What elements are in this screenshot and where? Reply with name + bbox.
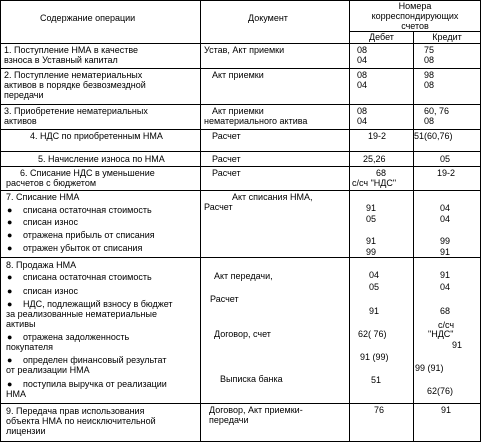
- header-debit: Дебет: [369, 32, 394, 42]
- bullet: ●: [7, 272, 13, 282]
- debit-value: 19-2: [368, 131, 387, 141]
- operation-text: передачи: [4, 90, 44, 100]
- document-text: Договор, Акт приемки-: [209, 405, 303, 415]
- document-text: Акт приемки: [212, 106, 264, 116]
- credit-value: 04: [440, 203, 451, 213]
- debit-value: с/сч "НДС": [352, 178, 397, 188]
- credit-value: 91: [440, 270, 451, 280]
- debit-value: 76: [374, 405, 385, 415]
- operation-text: активов: [4, 116, 37, 126]
- debit-value: 68: [376, 168, 387, 178]
- list-item: поступила выручка от реализации: [23, 379, 167, 389]
- row-divider: [0, 129, 480, 130]
- document-text: Расчет: [210, 294, 239, 304]
- credit-value: 19-2: [437, 168, 456, 178]
- header-operation: Содержание операции: [40, 13, 136, 23]
- list-item: НМА: [6, 389, 26, 399]
- debit-value: 05: [366, 214, 377, 224]
- bullet: ●: [7, 355, 13, 365]
- operation-text: 1. Поступление НМА в качестве: [4, 45, 139, 55]
- credit-value: "НДС": [428, 329, 454, 339]
- credit-value: 04: [440, 214, 451, 224]
- column-divider: [200, 0, 201, 442]
- bullet: ●: [7, 299, 13, 309]
- credit-value: 08: [424, 116, 435, 126]
- credit-value: 08: [424, 55, 435, 65]
- bullet: ●: [7, 217, 13, 227]
- bullet: ●: [7, 379, 13, 389]
- operation-text: объекта НМА по неисключительной: [6, 416, 156, 426]
- header-accounts: корреспондирующих: [371, 11, 459, 21]
- operation-text: активов в порядке безвозмездной: [4, 80, 146, 90]
- list-item: отражен убыток от списания: [23, 243, 143, 253]
- document-text: Расчет: [212, 168, 241, 178]
- operation-text: 9. Передача прав использования: [6, 406, 145, 416]
- list-item: списана остаточная стоимость: [23, 272, 152, 282]
- debit-value: 25,26: [363, 154, 386, 164]
- row-divider: [0, 151, 480, 152]
- debit-value: 05: [369, 282, 380, 292]
- operation-text: 2. Поступление нематериальных: [4, 70, 143, 80]
- operation-text: 6. Списание НДС в уменьшение: [20, 168, 155, 178]
- list-item: отражена задолженность: [23, 332, 130, 342]
- credit-value: 08: [424, 80, 435, 90]
- debit-value: 04: [357, 116, 368, 126]
- operation-text: взноса в Уставный капитал: [4, 55, 118, 65]
- header-accounts: Номера: [398, 1, 432, 11]
- row-divider: [0, 43, 480, 44]
- document-text: Расчет: [212, 131, 241, 141]
- row-divider: [0, 166, 480, 167]
- bullet: ●: [7, 286, 13, 296]
- debit-value: 51: [371, 375, 382, 385]
- column-divider: [0, 0, 1, 442]
- row-divider: [0, 403, 480, 404]
- debit-value: 62( 76): [358, 329, 387, 339]
- credit-value: 05: [440, 154, 451, 164]
- list-item: за реализованные нематериальные: [6, 309, 157, 319]
- header-credit: Кредит: [432, 32, 462, 42]
- column-divider: [349, 0, 350, 442]
- operation-text: 3. Приобретение нематериальных: [4, 106, 148, 116]
- section-title: 8. Продажа НМА: [6, 260, 77, 270]
- credit-value: 75: [424, 45, 435, 55]
- debit-value: 08: [357, 70, 368, 80]
- row-divider: [0, 257, 480, 258]
- row-divider: [0, 190, 480, 191]
- credit-value: 91: [440, 247, 451, 257]
- document-text: Выписка банка: [220, 374, 283, 384]
- credit-value: 04: [440, 282, 451, 292]
- credit-value: 91: [441, 405, 452, 415]
- document-text: нематериального актива: [204, 116, 308, 126]
- credit-value: 99 (91): [415, 363, 444, 373]
- document-text: Расчет: [204, 202, 233, 212]
- debit-value: 04: [357, 80, 368, 90]
- credit-value: 51(60,76): [414, 131, 453, 141]
- bullet: ●: [7, 205, 13, 215]
- list-item: списан износ: [23, 286, 79, 296]
- row-divider: [0, 68, 480, 69]
- bullet: ●: [7, 230, 13, 240]
- list-item: покупателя: [6, 342, 53, 352]
- debit-value: 04: [357, 55, 368, 65]
- bullet: ●: [7, 332, 13, 342]
- credit-value: 98: [424, 70, 435, 80]
- credit-value: с/сч: [438, 320, 455, 330]
- document-text: Акт приемки: [212, 70, 264, 80]
- credit-value: 60, 76: [424, 106, 450, 116]
- header-document: Документ: [248, 13, 288, 23]
- debit-value: 91: [366, 203, 377, 213]
- document-text: передачи: [209, 415, 249, 425]
- operation-text: 5. Начисление износа по НМА: [38, 154, 165, 164]
- operation-text: 4. НДС по приобретенным НМА: [30, 131, 163, 141]
- credit-value: 68: [440, 306, 451, 316]
- debit-value: 91 (99): [360, 352, 389, 362]
- credit-value: 91: [452, 340, 463, 350]
- credit-value: 62(76): [427, 386, 454, 396]
- list-item: активы: [6, 319, 36, 329]
- debit-value: 91: [366, 236, 377, 246]
- document-text: Акт передачи,: [214, 271, 273, 281]
- operation-text: расчетов с бюджетом: [6, 178, 97, 188]
- debit-value: 04: [369, 270, 380, 280]
- document-text: Договор, счет: [214, 329, 271, 339]
- document-text: Устав, Акт приемки: [204, 45, 285, 55]
- list-item: списана остаточная стоимость: [23, 205, 152, 215]
- list-item: определен финансовый результат: [23, 355, 167, 365]
- debit-value: 99: [366, 247, 377, 257]
- list-item: отражена прибыль от списания: [23, 230, 155, 240]
- section-title: 7. Списание НМА: [6, 192, 80, 202]
- row-divider: [0, 104, 480, 105]
- debit-value: 08: [357, 106, 368, 116]
- credit-value: 99: [440, 236, 451, 246]
- list-item: НДС, подлежащий взносу в бюджет: [23, 299, 173, 309]
- bullet: ●: [7, 243, 13, 253]
- document-text: Расчет: [212, 154, 241, 164]
- header-accounts: счетов: [401, 21, 429, 31]
- operation-text: лицензии: [6, 426, 46, 436]
- list-item: списан износ: [23, 217, 79, 227]
- list-item: от реализации НМА: [6, 365, 90, 375]
- document-text: Акт списания НМА,: [232, 192, 313, 202]
- debit-value: 91: [369, 306, 380, 316]
- debit-value: 08: [357, 45, 368, 55]
- column-divider: [413, 31, 414, 442]
